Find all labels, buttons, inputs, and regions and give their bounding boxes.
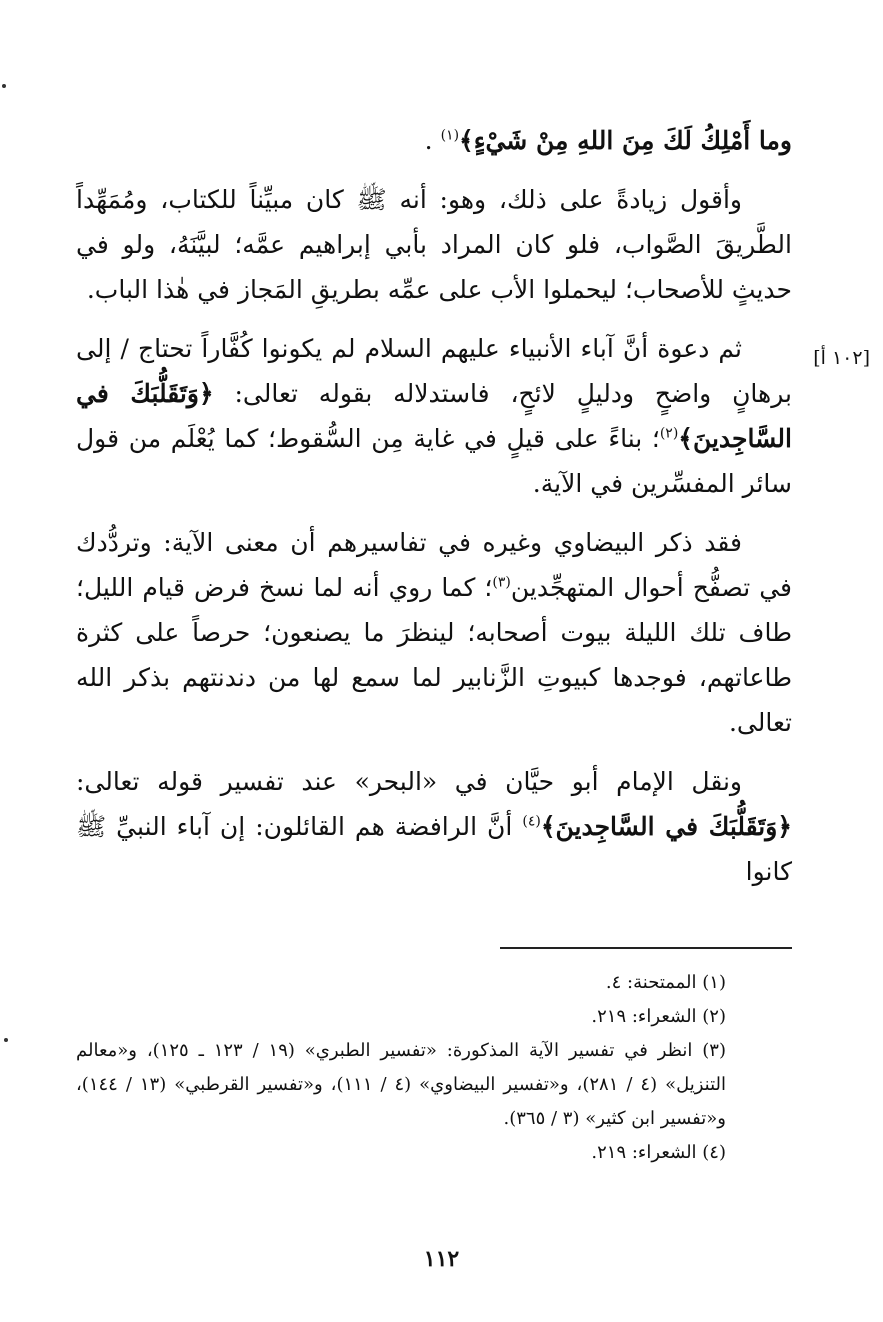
- manuscript-folio-marker: [١٠٢ أ]: [813, 347, 870, 369]
- footnote-ref-1[interactable]: (١): [440, 127, 460, 144]
- paragraph-5: [76, 759, 792, 894]
- footnote-separator: [500, 947, 792, 949]
- quran-quote: ﴿وَتَقَلُّبَكَ في السَّاجِدينَ﴾: [540, 812, 792, 841]
- paragraph-5-text-after: أنَّ الرافضة هم القائلون: إن آباء النبيِّ ﷺ كانوا: [76, 812, 792, 886]
- scan-speck: [2, 84, 6, 88]
- footnote-ref-3[interactable]: (٣): [492, 574, 511, 591]
- paragraph-4-text-after: ؛ كما روي أنه لما نسخ فرض قيام الليل؛ طاف تلك الليلة بيوت أصحابه؛ لينظرَ ما يصنعون؛ حرصاً على كثرة طاعاتهم، فوجدها كبيوتِ الزَّنابير لما سمع لها من دندنتهم بذكر الله تعالى.: [76, 573, 792, 737]
- footnote-ref-2[interactable]: (٢): [659, 425, 679, 442]
- footnotes: [76, 966, 792, 1170]
- main-text-body: [76, 118, 792, 894]
- page-number: ١١٢: [423, 1246, 460, 1272]
- footnote-2: (٢) الشعراء: ٢١٩.: [591, 1006, 726, 1027]
- scan-speck: [4, 1038, 8, 1042]
- paragraph-1: [76, 118, 792, 163]
- paragraph-1-end: .: [424, 126, 441, 155]
- paragraph-3-text-after: ؛ بناءً على قيلٍ في غاية مِن السُّقوط؛ كما يُعْلَم من قول سائر المفسِّرين في الآية.: [76, 424, 792, 498]
- footnote-4: (٤) الشعراء: ٢١٩.: [591, 1142, 726, 1163]
- footnote-3: (٣) انظر في تفسير الآية المذكورة: «تفسير الطبري» (١٩ / ١٢٣ ـ ١٢٥)، و«معالم التنزيل» (٤ / ٢٨١)، و«تفسير البيضاوي» (٤ / ١١١)، و«تفسير القرطبي» (١٣ / ١٤٤)، و«تفسير ابن كثير» (٣ / ٣٦٥).: [76, 1040, 726, 1129]
- quran-quote: وما أَمْلِكُ لَكَ مِنَ اللهِ مِنْ شَيْءٍ﴾: [459, 126, 792, 155]
- paragraph-4-text-before: فقد ذكر البيضاوي وغيره في تفاسيرهم أن معنى الآية: وتردُّدك في تصفُّح أحوال المتهجِّدين: [76, 528, 793, 602]
- paragraph-5-text-before: ونقل الإمام أبو حيَّان في «البحر» عند تفسير قوله تعالى:: [76, 767, 742, 796]
- footnote-ref-4[interactable]: (٤): [522, 813, 541, 830]
- paragraph-2: وأقول زيادةً على ذلك، وهو: أنه ﷺ كان مبيِّناً للكتاب، ومُمَهِّداً الطَّريقَ الصَّواب، فلو كان المراد بأبي إبراهيم عمَّه؛ لبيَّنَهُ، ولو في حديثٍ للأصحاب؛ ليحملوا الأب على عمِّه بطريقِ المَجاز في هٰذا الباب.: [76, 185, 792, 304]
- paragraph-3-text-before: ثم دعوة أنَّ آباء الأنبياء عليهم السلام لم يكونوا كُفَّاراً تحتاج / إلى برهانٍ واضحٍ ودليلٍ لائحٍ، فاستدلاله بقوله تعالى:: [76, 334, 792, 408]
- paragraph-4: [76, 520, 792, 745]
- quran-quote: ﴿وَتَقَلُّبَكَ في السَّاجِدينَ﴾: [76, 379, 792, 453]
- footnote-1: (١) الممتحنة: ٤.: [605, 972, 726, 993]
- paragraph-3: [76, 326, 792, 506]
